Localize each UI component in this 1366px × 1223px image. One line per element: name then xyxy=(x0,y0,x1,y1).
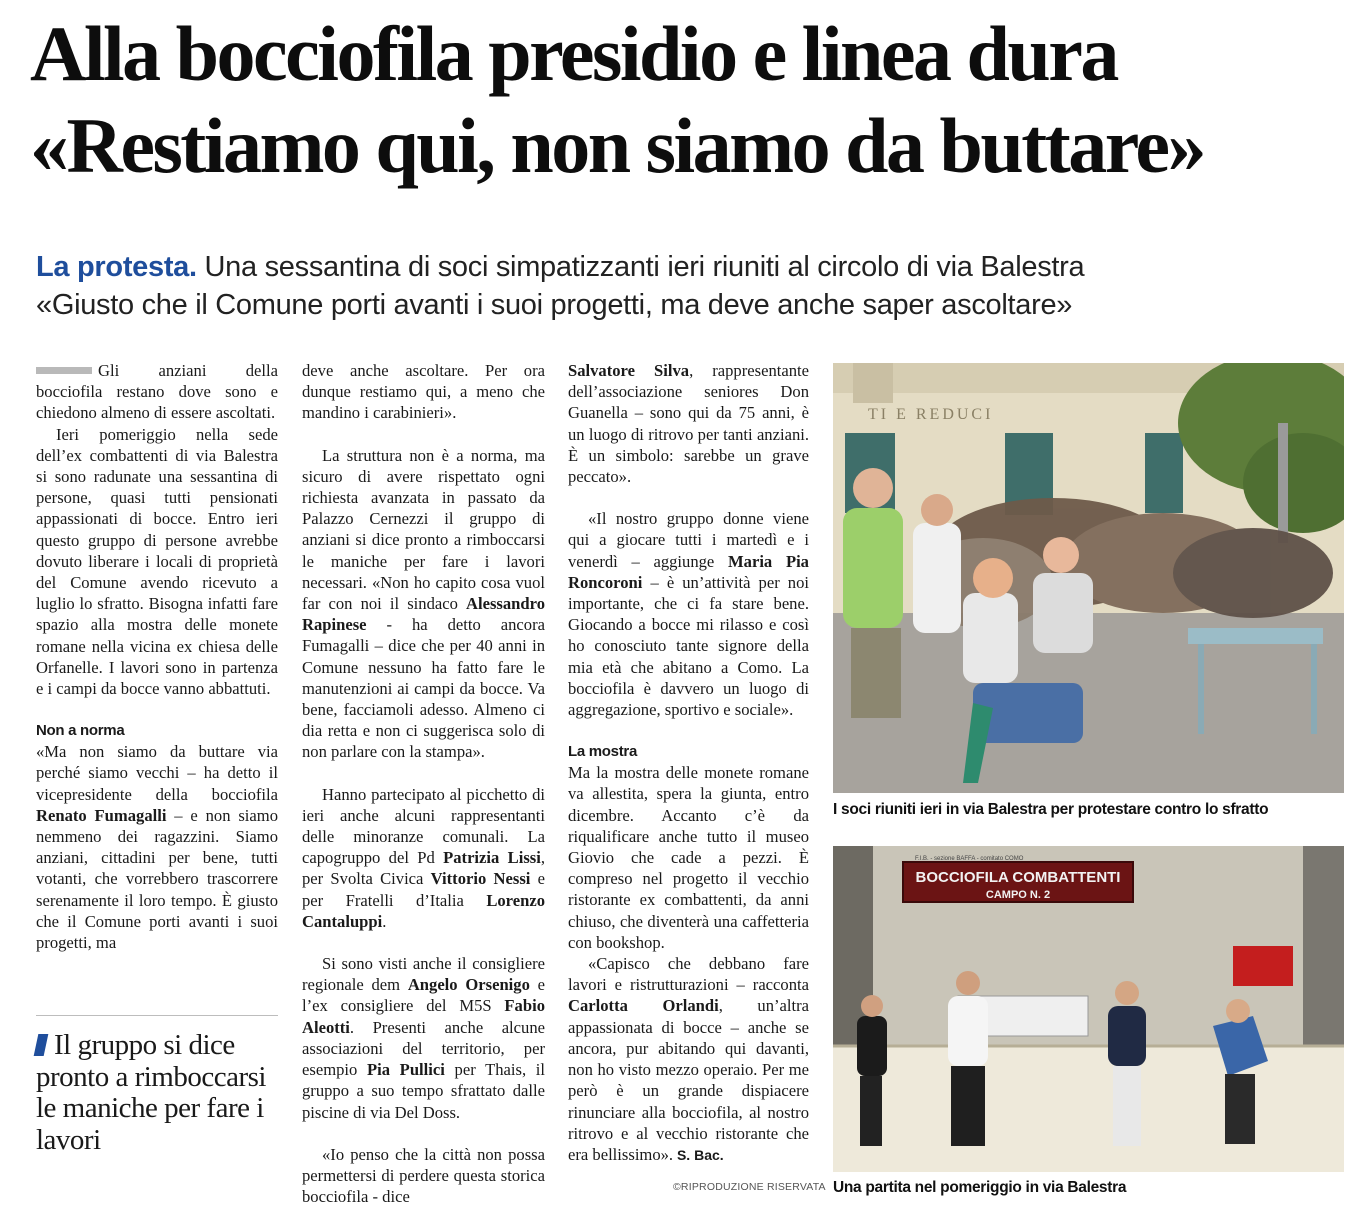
paragraph: La struttura non è a norma, ma sicuro di avere rispettato ogni richiesta avanzata in passato da Palazzo Cernezzi il gruppo di anziani si dice pronto a rimboccarsi le maniche per fare i lavori necessari. «Non ho capito cosa vuol far con noi il sindaco Alessandro Rapinese - ha detto ancora Fumagalli – dice che per 40 anni in Comune nessuno ha fatto fare le manutenzioni ai campi da bocce. Va bene, facciamoli adesso. Almeno ci dia retta e non ci suggerisca solo di non parlare con la stampa». xyxy=(302,445,545,762)
paragraph: Salvatore Silva, rappresentante dell’associazione seniores Don Guanella – sono qui da 75 anni, è un luogo di ritrovo per tanti anziani. È un simbolo: sarebbe un grave peccato». xyxy=(568,361,809,487)
paragraph: Ma la mostra delle monete romane va allestita, spera la giunta, entro dicembre. Accanto c’è da riqualificare anche tutto il museo Giovio che cade a pezzi. È compreso nel progetto il vecchio ristorante ex combattenti, da anni chiuso, che diventerà una caffetteria con bookshop. xyxy=(568,763,809,952)
person-name: Renato Fumagalli xyxy=(36,805,167,825)
paragraph: «Il nostro gruppo donne viene qui a giocare tutti i martedì e i venerdì – aggiunge Maria Pia Roncoroni – è un’attività per noi importante, che ci fa stare bene. Giocando a bocce mi rilasso e così ho conosciuto tante signore della mia età che abitano a Como. La bocciofila è davvero un luogo di aggregazione, sportivo e sociale». xyxy=(568,509,809,720)
subhead-line-2: «Giusto che il Comune porti avanti i suoi progetti, ma deve anche saper ascoltare» xyxy=(36,289,1073,321)
person-name: Carlotta Orlandi xyxy=(568,996,719,1016)
paragraph: deve anche ascoltare. Per ora dunque restiamo qui, a meno che mandino i carabinieri». xyxy=(302,361,545,423)
sign-small-text: F.I.B. - sezione BAFFA - comitato COMO xyxy=(915,856,1024,862)
sign-sub-text: CAMPO N. 2 xyxy=(985,889,1051,901)
subhead-line-1: Una sessantina di soci simpatizzanti ieri riuniti al circolo di via Balestra xyxy=(196,251,1085,283)
building-sign: TI E REDUCI xyxy=(868,406,994,423)
headline-line-2: «Restiamo qui, non siamo da buttare» xyxy=(30,102,1205,189)
section-heading: Non a norma xyxy=(36,722,125,740)
paragraph: «Ma non siamo da buttare via perché siamo vecchi – ha detto il vicepresidente della bocciofila Renato Fumagalli – e non siamo nemmeno dei ragazzini. Siamo anziani, cittadini per bene, tutti votanti, che vorrebbero trascorrere serenamente il loro tempo. È giusto che il Comune porti avanti i suoi progetti, ma xyxy=(36,742,278,953)
person-name: Alessandro Rapinese xyxy=(302,594,545,635)
paragraph: Hanno partecipato al picchetto di ieri anche alcuni rappresentanti delle minoranze comunali. La capogruppo del Pd Patrizia Lissi, per Svolta Civica Vittorio Nessi e per Fratelli d’Italia Lorenzo Cantaluppi. xyxy=(302,784,546,931)
person-name: Lorenzo Cantaluppi xyxy=(302,890,545,931)
pullquote-marker xyxy=(34,1034,49,1056)
subheadline xyxy=(36,248,1336,324)
article-column-1 xyxy=(36,360,278,953)
paragraph: Ieri pomeriggio nella sede dell’ex combattenti di via Balestra si sono radunate una sessantina di persone, quasi tutti pensionati appassionati di bocce. Entro ieri questo gruppo di persone avrebbe dovuto liberare i locali di proprietà del Comune avendo ricevuto a luglio lo sfratto. Bisogna infatti fare spazio alla mostra delle monete romane nella vicina ex chiesa delle Orfanelle. I lavori sono in partenza e i campi da bocce vanno abbattuti. xyxy=(36,424,278,699)
section-heading: La mostra xyxy=(568,743,637,761)
person-name: Patrizia Lissi xyxy=(443,848,541,868)
headline xyxy=(30,8,1350,192)
person-name: Angelo Orsenigo xyxy=(407,975,530,995)
photo-caption: Una partita nel pomeriggio in via Balestra xyxy=(833,1179,1127,1196)
person-name: Fabio Aleotti xyxy=(302,996,545,1037)
lead-marker xyxy=(36,367,92,374)
kicker: La protesta. xyxy=(36,251,197,283)
paragraph: Si sono visti anche il consigliere regionale dem Angelo Orsenigo e l’ex consigliere del M5S Fabio Aleotti. Presenti anche alcune associazioni del territorio, per esempio Pia Pullici per Thais, il gruppo a suo tempo sfrattato dalle piscine di via Del Doss. xyxy=(302,954,545,1122)
headline-line-1: Alla bocciofila presidio e linea dura xyxy=(30,10,1117,97)
lead-paragraph: Gli anziani della bocciofila restano dove sono e chiedono almeno di essere ascoltati. xyxy=(36,361,278,423)
person-name: Vittorio Nessi xyxy=(430,869,531,889)
person-name: Pia Pullici xyxy=(366,1060,445,1080)
paragraph: «Capisco che debbano fare lavori e ristrutturazioni – racconta Carlotta Orlandi, un’altra appassionata di bocce – anche se ancora, pur abitando qui davanti, non ho visto mezzo operaio. Per me però è un grande dispiacere rinunciare alla bocciofila, al nostro ritrovo e al vecchio ristorante che era bellissimo». S. Bac. xyxy=(568,954,809,1164)
photo-caption: I soci riuniti ieri in via Balestra per protestare contro lo sfratto xyxy=(833,801,1269,818)
sign-main-text: BOCCIOFILA COMBATTENTI xyxy=(915,869,1121,886)
article-column-2 xyxy=(302,360,545,1207)
pullquote: Il gruppo si dice pronto a rimboccarsi le maniche per fare i lavori xyxy=(36,1030,276,1156)
photo-protest-crowd xyxy=(833,363,1344,793)
paragraph: «Io penso che la città non possa permettersi di perdere questa storica bocciofila - dice xyxy=(302,1144,545,1207)
photo-bocce-game xyxy=(833,846,1344,1172)
person-name: Maria Pia Roncoroni xyxy=(568,551,809,592)
copyright-notice: ©RIPRODUZIONE RISERVATA xyxy=(673,1181,826,1193)
pullquote-rule xyxy=(36,1015,278,1016)
person-name: Salvatore Silva xyxy=(568,361,690,380)
article-column-3 xyxy=(568,360,809,1166)
author-signature: S. Bac. xyxy=(673,1146,724,1163)
